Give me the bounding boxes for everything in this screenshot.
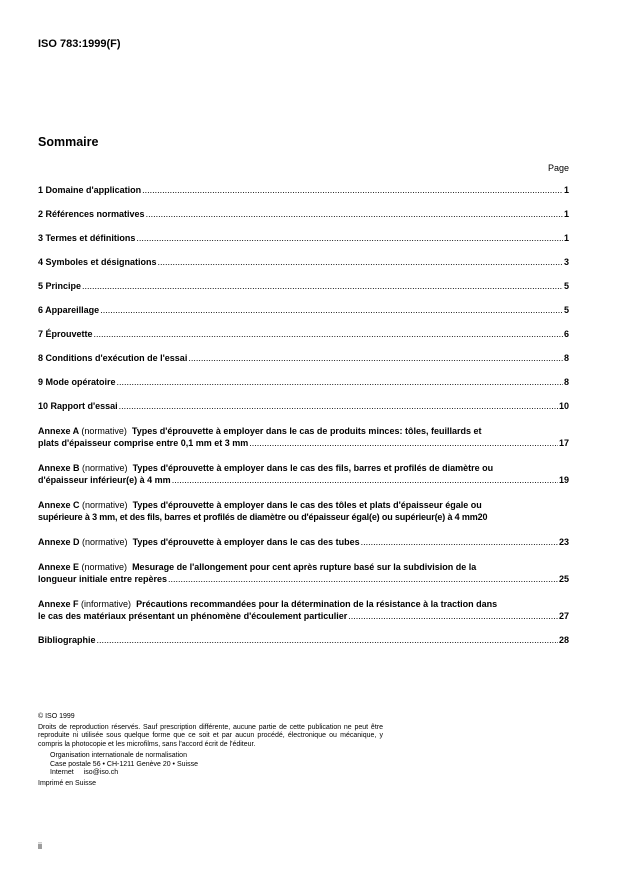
toc-entry[interactable]: 2 Références normatives ..... 1 [38, 209, 569, 220]
copyright-line: © ISO 1999 [38, 713, 75, 720]
toc-annex-a[interactable]: Annexe A (normative) Types d'éprouvette à employer dans le cas de produits minces: tôles, feuillards et plats d'épaisseur comprise entre 0,1 mm et 3 mm ..... 17 [38, 425, 569, 449]
org-postal: Case postale 56 • CH-1211 Genève 20 • Suisse [50, 760, 198, 768]
toc-title: Sommaire [38, 135, 99, 149]
printed-in: Imprimé en Suisse [38, 779, 96, 787]
toc-entry[interactable]: 6 Appareillage ..... 5 [38, 305, 569, 316]
document-header: ISO 783:1999(F) [38, 38, 121, 50]
toc-annex-d[interactable]: Annexe D (normative) Types d'éprouvette à employer dans le cas des tubes ..... 23 [38, 536, 569, 548]
toc-annex-e[interactable]: Annexe E (normative) Mesurage de l'allongement pour cent après rupture basé sur la subdivision de la longueur initiale entre repères ..... 25 [38, 561, 569, 585]
toc-entry[interactable]: 5 Principe ..... 5 [38, 281, 569, 292]
org-name: Organisation internationale de normalisation [50, 752, 187, 759]
toc-annex-f[interactable]: Annexe F (informative) Précautions recommandées pour la détermination de la résistance à la traction dans le cas des matériaux présentant un phénomène d'écoulement particulier ..... 27 [38, 598, 569, 622]
toc-bibliography[interactable]: Bibliographie ..... 28 [38, 635, 569, 646]
table-of-contents [38, 185, 569, 659]
organization-address [38, 752, 383, 778]
toc-entry[interactable]: 7 Éprouvette ..... 6 [38, 329, 569, 340]
copyright-block [38, 713, 383, 788]
toc-entry[interactable]: 4 Symboles et désignations ..... 3 [38, 257, 569, 268]
toc-entry[interactable]: 10 Rapport d'essai ..... 10 [38, 401, 569, 412]
email-link[interactable]: iso@iso.ch [83, 769, 119, 776]
rights-notice: Droits de reproduction réservés. Sauf prescription différente, aucune partie de cette publication ne peut être reproduite ni utilisée sous quelque forme que ce soit et par aucun procédé, électronique ou mécanique, y compris la photocopie et les microfilms, sans l'accord écrit de l'éditeur. [38, 723, 383, 748]
toc-annex-c[interactable]: Annexe C (normative) Types d'éprouvette à employer dans le cas des tôles et plats d'épaisseur égale ou supérieure à 3 mm, et des fils, barres et profilés de diamètre ou d'épaisseur égal(e) ou supérieur(e) à 4 mm 20 [38, 500, 488, 522]
toc-annex-b[interactable]: Annexe B (normative) Types d'éprouvette à employer dans le cas des fils, barres et profilés de diamètre ou d'épaisseur inférieur(e) à 4 mm ..... 19 [38, 462, 569, 486]
page-column-label: Page [547, 163, 569, 173]
toc-entry[interactable]: 9 Mode opératoire ..... 8 [38, 377, 569, 388]
page-number: ii [38, 841, 42, 851]
toc-entry[interactable]: 8 Conditions d'exécution de l'essai ..... 8 [38, 353, 569, 364]
org-internet: Internet iso@iso.ch [50, 769, 119, 776]
toc-entry[interactable]: 3 Termes et définitions ..... 1 [38, 233, 569, 244]
toc-entry[interactable]: 1 Domaine d'application ..... 1 [38, 185, 569, 196]
